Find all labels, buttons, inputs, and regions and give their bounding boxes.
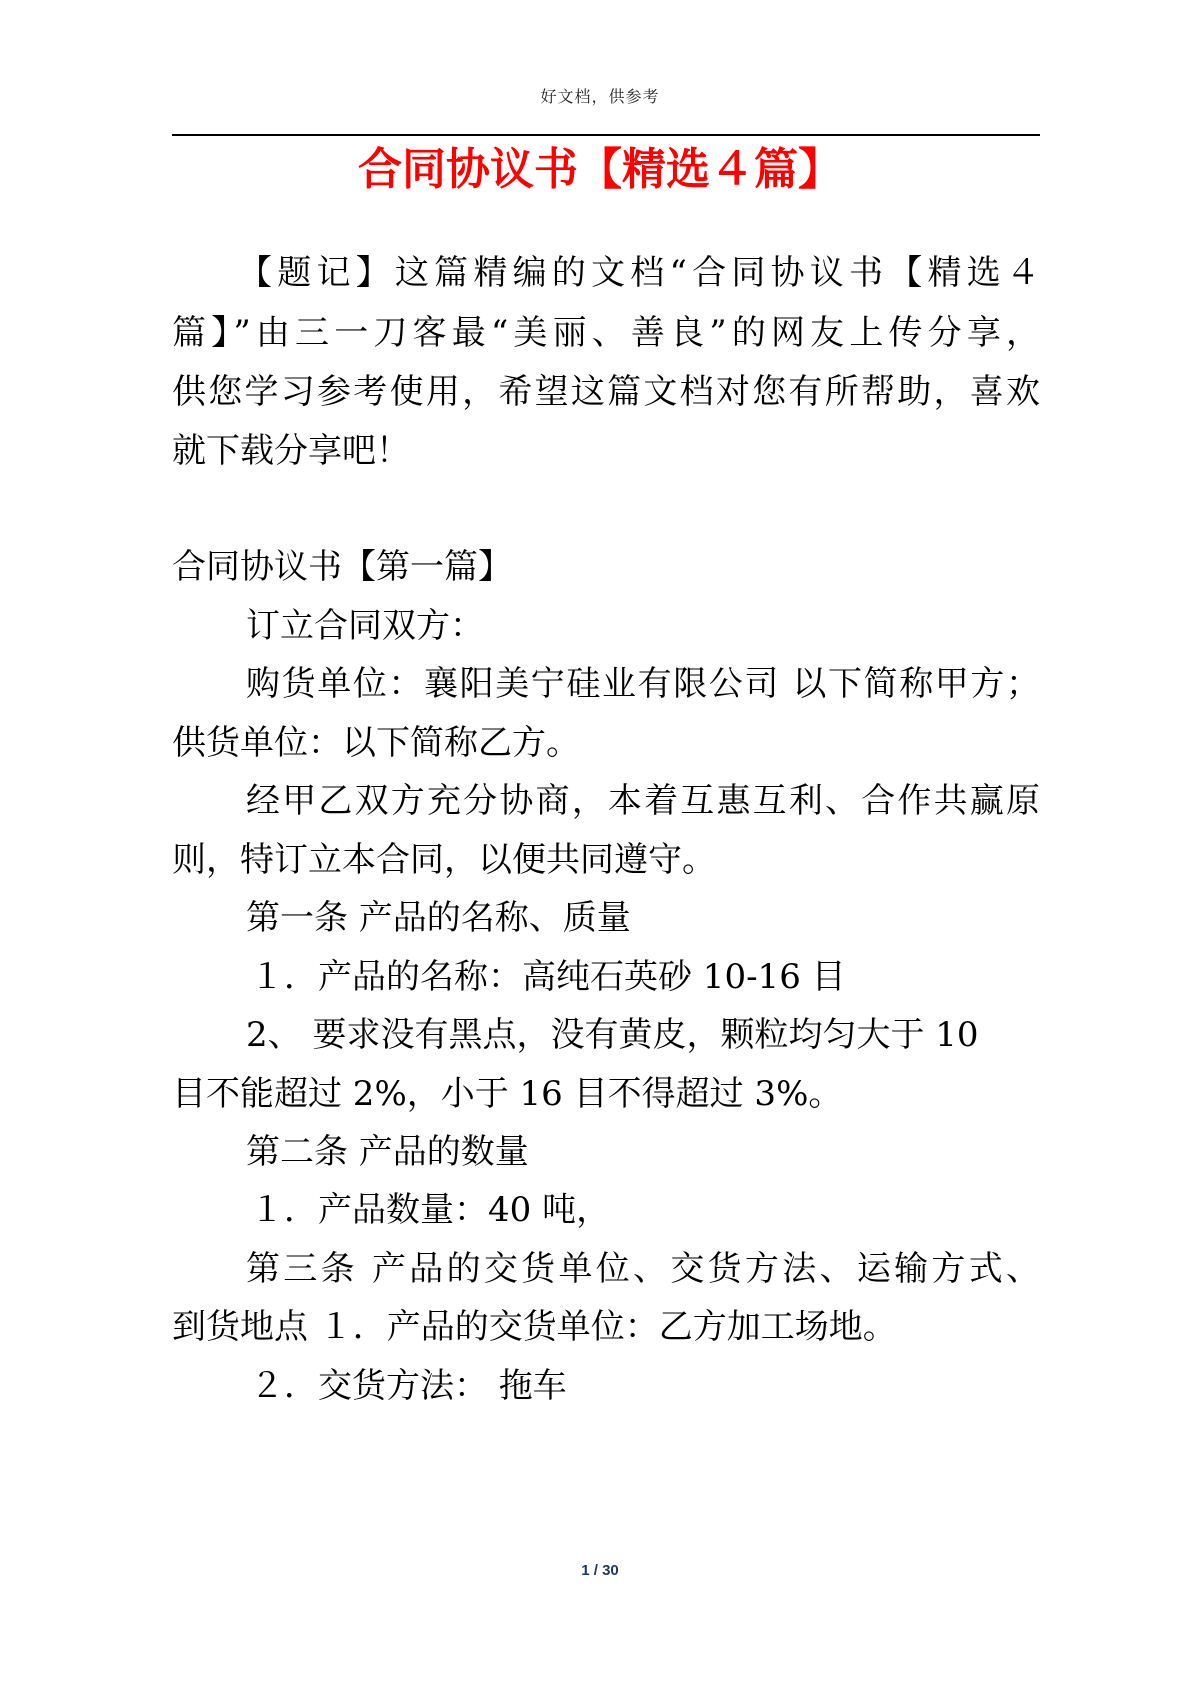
page-header: 好文档，供参考 [540, 87, 660, 106]
article-heading: 第三条 产品的交货单位、交货方法、运输方式、 [246, 1249, 1040, 1289]
body-line: 到货地点 １．产品的交货单位：乙方加工场地。 [172, 1307, 897, 1347]
section-heading: 合同协议书【第一篇】 [172, 547, 512, 587]
article-heading: 第一条 产品的名称、质量 [246, 898, 631, 938]
body-line: １．产品数量：40 吨， [250, 1190, 611, 1230]
article-heading: 第二条 产品的数量 [246, 1132, 529, 1172]
body-line: 订立合同双方： [246, 606, 484, 646]
body-line: 经甲乙双方充分协商，本着互惠互利、合作共赢原 [246, 781, 1040, 821]
body-line: 2、 要求没有黑点，没有黄皮，颗粒均匀大于 10 [246, 1015, 979, 1055]
body-line: １．产品的名称：高纯石英砂 10-16 目 [250, 957, 846, 997]
document-title: 合同协议书【精选４篇】 [358, 144, 842, 195]
intro-line: 篇】”由三一刀客最“美丽、善良”的网友上传分享， [172, 313, 1040, 353]
body-line: 供货单位：以下简称乙方。 [172, 723, 580, 763]
body-line: ２．交货方法： 拖车 [250, 1366, 567, 1406]
body-line: 目不能超过 2%，小于 16 目不得超过 3%。 [172, 1074, 843, 1114]
intro-line: 就下载分享吧！ [172, 431, 410, 471]
body-line: 购货单位：襄阳美宁硅业有限公司 以下简称甲方； [246, 664, 1040, 704]
intro-line: 供您学习参考使用，希望这篇文档对您有所帮助，喜欢 [172, 372, 1040, 412]
body-line: 则，特订立本合同，以便共同遵守。 [172, 840, 716, 880]
intro-line: 【题记】这篇精编的文档“合同协议书【精选４ [238, 253, 1040, 293]
page-number: 1 / 30 [581, 1562, 619, 1579]
header-divider [172, 134, 1040, 136]
